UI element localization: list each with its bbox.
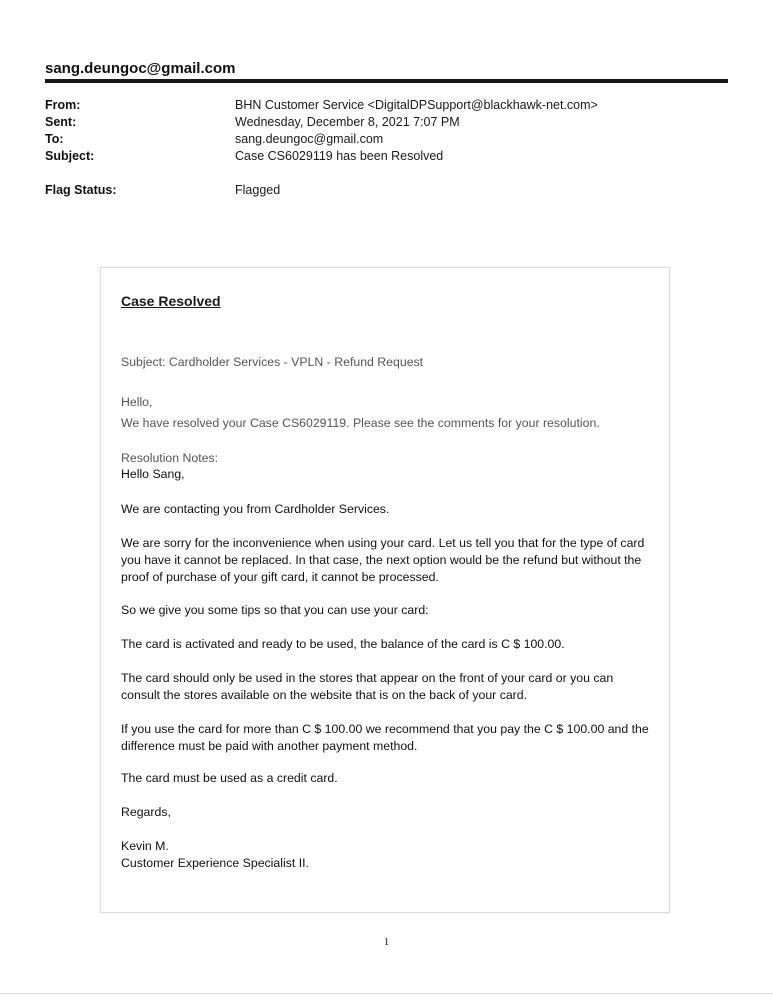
page-bottom-edge bbox=[0, 993, 773, 994]
sent-label: Sent: bbox=[45, 115, 77, 129]
resolved-line: We have resolved your Case CS6029119. Please see the comments for your resolution. bbox=[121, 416, 600, 430]
from-label: From: bbox=[45, 98, 81, 112]
paragraph-difference: If you use the card for more than C $ 100.00 we recommend that you pay the C $ 100.00 and the difference must be paid with another payment method. bbox=[121, 722, 649, 753]
flag-status-label: Flag Status: bbox=[45, 183, 117, 197]
subject-value: Case CS6029119 has been Resolved bbox=[235, 149, 444, 163]
from-value: BHN Customer Service <DigitalDPSupport@blackhawk-net.com> bbox=[235, 98, 598, 112]
case-title: Case Resolved bbox=[121, 293, 221, 309]
header-rule bbox=[45, 79, 728, 83]
page-number: 1 bbox=[383, 936, 390, 948]
account-email: sang.deungoc@gmail.com bbox=[45, 60, 236, 77]
greeting: Hello Sang, bbox=[121, 467, 185, 481]
to-value: sang.deungoc@gmail.com bbox=[235, 132, 384, 146]
paragraph-balance: The card is activated and ready to be used, the balance of the card is C $ 100.00. bbox=[121, 637, 565, 651]
hello-line: Hello, bbox=[121, 395, 153, 409]
to-label: To: bbox=[45, 132, 64, 146]
paragraph-stores: The card should only be used in the stores that appear on the front of your card or you can consult the stores available on the website that is on the back of your card. bbox=[121, 671, 614, 702]
subject-line: Subject: Cardholder Services - VPLN - Refund Request bbox=[121, 355, 424, 369]
paragraph-credit: The card must be used as a credit card. bbox=[121, 771, 338, 785]
resolution-notes-label: Resolution Notes: bbox=[121, 451, 219, 465]
subject-label: Subject: bbox=[45, 149, 95, 163]
flag-status-value: Flagged bbox=[235, 183, 281, 197]
signature-name: Kevin M. bbox=[121, 839, 169, 853]
paragraph-apology: We are sorry for the inconvenience when using your card. Let us tell you that for the type of card you have it cannot be replaced. In that case, the next option would be the refund but without the proof of purchase of your gift card, it cannot be processed. bbox=[121, 536, 645, 584]
sent-value: Wednesday, December 8, 2021 7:07 PM bbox=[235, 115, 460, 129]
paragraph-tips: So we give you some tips so that you can use your card: bbox=[121, 603, 429, 617]
paragraph-intro: We are contacting you from Cardholder Services. bbox=[121, 502, 390, 516]
signature-title: Customer Experience Specialist II. bbox=[121, 856, 309, 870]
regards: Regards, bbox=[121, 805, 171, 819]
